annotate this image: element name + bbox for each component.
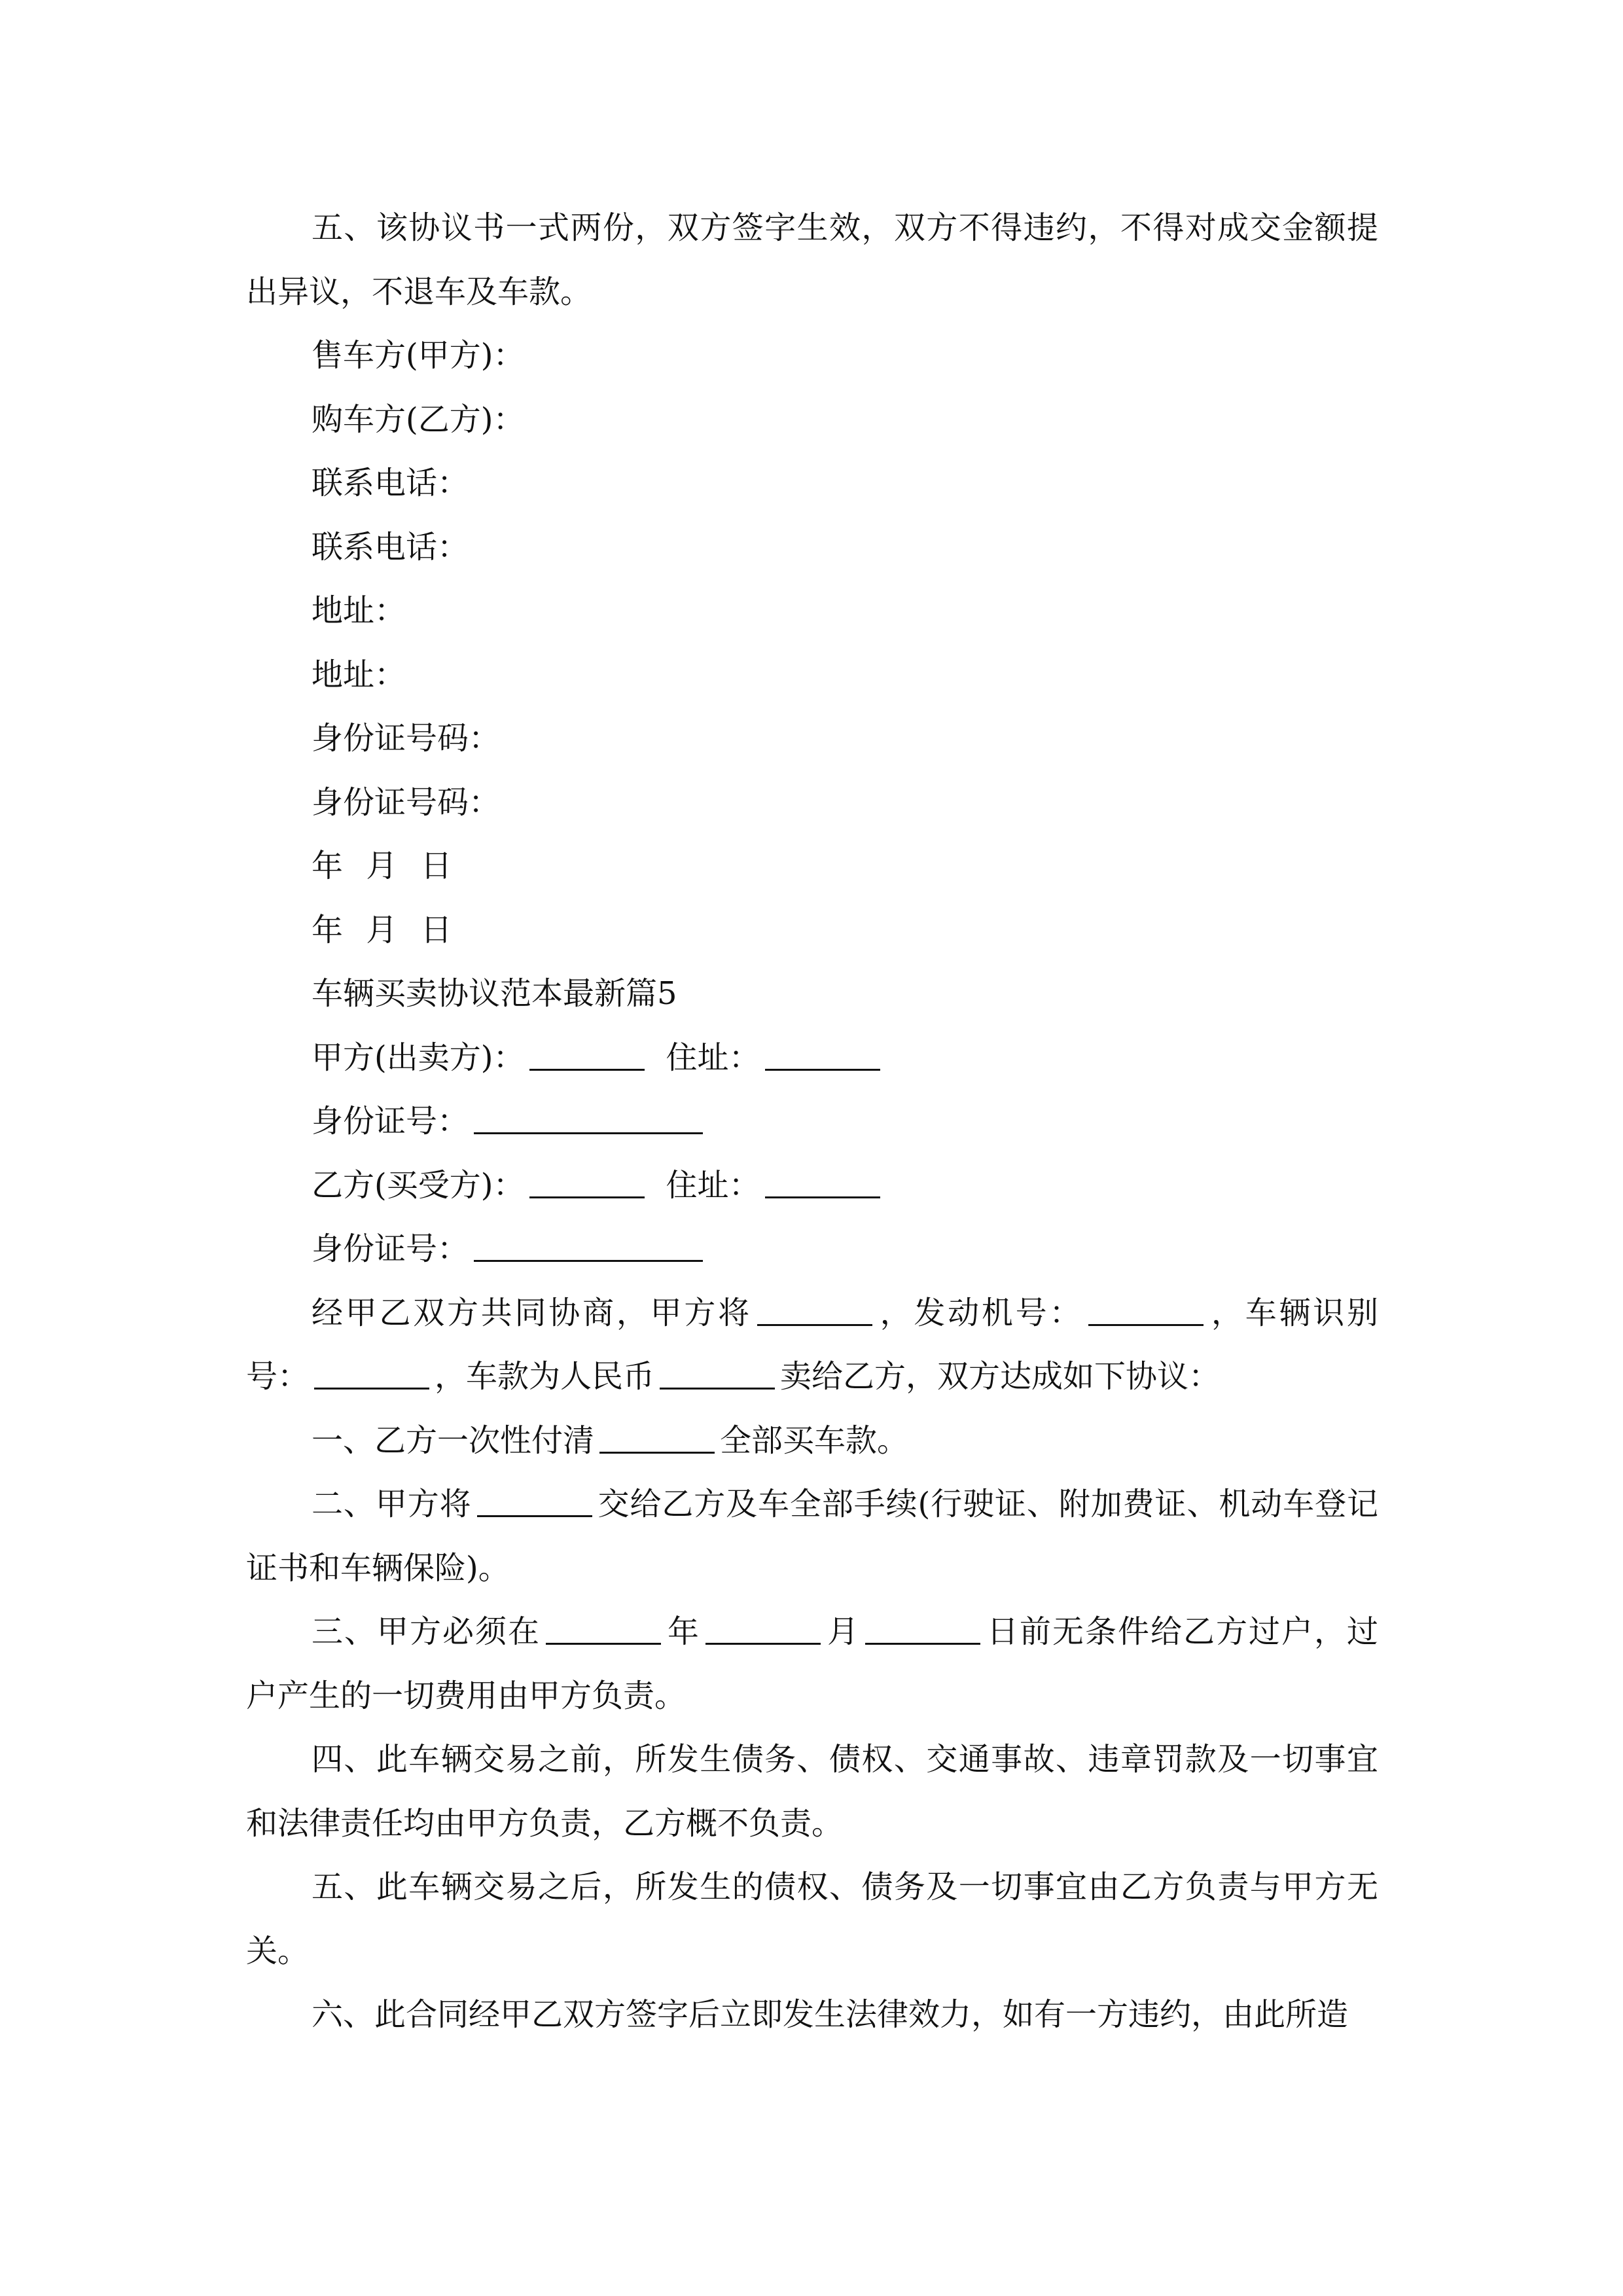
clause-3-text-2: 年: [666, 1613, 700, 1650]
price-blank[interactable]: [660, 1359, 775, 1390]
clause-1-text-2: 全部买车款。: [720, 1422, 909, 1459]
transfer-month-blank[interactable]: [705, 1614, 821, 1645]
id-number-line-2: 身份证号码：: [312, 783, 501, 821]
party-b-line: [246, 1154, 1378, 1218]
intro-text-3: ，车辆识别号：: [246, 1294, 1378, 1395]
clause-3: [246, 1600, 1378, 1728]
id-number-line-1: 身份证号码：: [312, 720, 501, 757]
date-line-2: [246, 899, 1378, 963]
party-b-id-blank[interactable]: [474, 1231, 703, 1262]
clause-6: 六、此合同经甲乙双方签字后立即发生法律效力，如有一方违约，由此所造: [312, 1996, 1349, 2033]
clause-3-text-4: 日前无条件给乙方过户，过户产生的一切费用由甲方负责。: [246, 1613, 1378, 1714]
address-line-1: 地址：: [312, 592, 406, 629]
party-b-name-blank[interactable]: [529, 1168, 645, 1198]
buyer-party-line: 购车方(乙方)：: [312, 401, 525, 438]
intro-text-4: ，车款为人民币: [435, 1358, 655, 1395]
date-line-1: [246, 834, 1378, 899]
phone-line-2: 联系电话：: [312, 528, 469, 565]
party-a-label: 甲方(出卖方)：: [312, 1039, 525, 1076]
clause-4: 四、此车辆交易之前，所发生债务、债权、交通事故、违章罚款及一切事宜和法律责任均由甲方负责，乙方概不负责。: [246, 1741, 1378, 1842]
party-b-address-label: 住址：: [666, 1166, 760, 1204]
vin-blank[interactable]: [314, 1359, 429, 1390]
document-body: [246, 196, 1378, 2047]
clause-5: 五、此车辆交易之后，所发生的债权、债务及一切事宜由乙方负责与甲方无关。: [246, 1869, 1378, 1969]
party-a-line: [246, 1026, 1378, 1090]
party-b-address-blank[interactable]: [765, 1168, 880, 1198]
party-a-id-label: 身份证号：: [312, 1103, 469, 1139]
address-line-2: 地址：: [312, 656, 406, 693]
date-day-2: 日: [420, 911, 452, 948]
vehicle-blank[interactable]: [757, 1295, 872, 1326]
party-a-name-blank[interactable]: [529, 1040, 645, 1071]
transfer-day-blank[interactable]: [865, 1614, 980, 1645]
clause-2-text-2: 交给乙方及车全部手续(行驶证、附加费证、机动车登记证书和车辆保险)。: [246, 1486, 1378, 1587]
clause-3-text-3: 月: [825, 1613, 860, 1650]
seller-party-line: 售车方(甲方)：: [312, 337, 525, 374]
payment-blank[interactable]: [599, 1423, 715, 1454]
intro-paragraph: [246, 1282, 1378, 1409]
date-year-2: 年: [312, 911, 344, 948]
handover-blank[interactable]: [477, 1486, 592, 1517]
date-day-1: 日: [420, 848, 452, 884]
party-a-id-line: [246, 1090, 1378, 1154]
clause-1-text-1: 一、乙方一次性付清: [312, 1422, 595, 1459]
party-a-address-label: 住址：: [666, 1039, 760, 1076]
date-year-1: 年: [312, 848, 344, 884]
party-a-address-blank[interactable]: [765, 1040, 880, 1071]
intro-text-1: 经甲乙双方共同协商，甲方将: [312, 1294, 752, 1331]
date-month-2: 月: [366, 911, 398, 948]
date-month-1: 月: [366, 848, 398, 884]
party-a-id-blank[interactable]: [474, 1103, 703, 1134]
clause-3-text-1: 三、甲方必须在: [312, 1613, 541, 1650]
intro-text-2: ，发动机号：: [877, 1294, 1084, 1331]
section-title: 车辆买卖协议范本最新篇5: [312, 975, 677, 1012]
clause-2: [246, 1473, 1378, 1600]
party-b-id-line: [246, 1217, 1378, 1282]
clause-5-previous: 五、该协议书一式两份，双方签字生效，双方不得违约，不得对成交金额提出异议，不退车及车款。: [246, 209, 1378, 310]
intro-text-5: 卖给乙方，双方达成如下协议：: [780, 1358, 1221, 1395]
transfer-year-blank[interactable]: [546, 1614, 661, 1645]
party-b-id-label: 身份证号：: [312, 1230, 469, 1267]
clause-1: [246, 1409, 1378, 1473]
engine-number-blank[interactable]: [1088, 1295, 1204, 1326]
phone-line-1: 联系电话：: [312, 465, 469, 501]
party-b-label: 乙方(买受方)：: [312, 1166, 525, 1204]
clause-2-text-1: 二、甲方将: [312, 1486, 472, 1522]
